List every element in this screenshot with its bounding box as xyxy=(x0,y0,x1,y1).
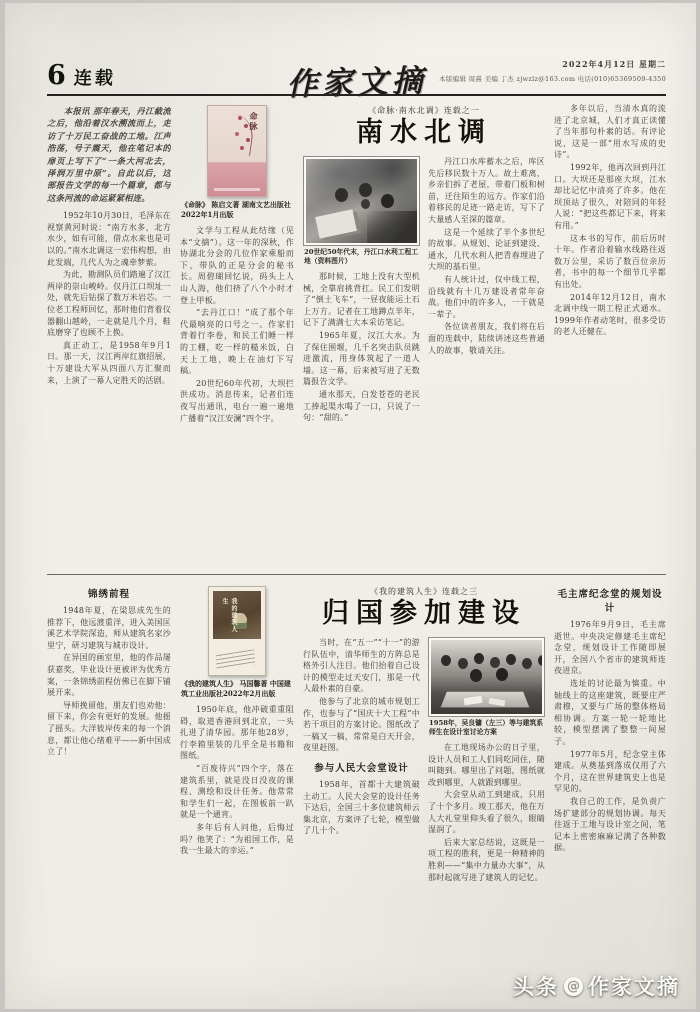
watermark-name: 作家文摘 xyxy=(588,975,680,999)
body-paragraph: 1976年9月9日，毛主席逝世。中央决定修建毛主席纪念堂，规划设计工作随即展开，全国八个省市的建筑师连夜进京。 xyxy=(554,620,666,676)
article1-col3-text xyxy=(303,271,420,424)
body-paragraph: 1948年夏，在梁思成先生的推荐下，他远渡重洋，进入美国匡溪艺术学院深造，师从建筑名家沙里宁，研习建筑与城市设计。 xyxy=(47,606,171,650)
book1-wrap xyxy=(180,105,294,197)
article2-mid-subhead: 参与人民大会堂设计 xyxy=(314,762,409,774)
newspaper-masthead: 作家文摘 xyxy=(286,63,428,103)
photo2-caption: 1958年，吴良镛（左三）等与建筑系师生在设计室讨论方案 xyxy=(429,719,544,736)
photo1-shadow xyxy=(367,211,417,243)
photo1-figure xyxy=(335,188,348,202)
body-paragraph: 真正动工，是1958年9月1日。那一天，汉江两岸红旗招展，十万建设大军从四面八方汇聚而来，上演了一幕人定胜天的活剧。 xyxy=(47,340,171,385)
article2-col1-text xyxy=(47,605,171,758)
header-rule xyxy=(47,94,666,96)
body-paragraph: 他参与了北京的城市规划工作，也参与了“国庆十大工程”中若干项目的方案讨论。图纸改了一稿又一稿，常常是白天开会，夜里赶图。 xyxy=(303,696,420,753)
book-cover-jianzhu-rensheng xyxy=(208,586,266,676)
article1-intro xyxy=(47,105,171,204)
body-paragraph: 1952年10月30日，毛泽东在视察黄河时说：“南方水多，北方水少，如有可能，借点水来也是可以的。”南水北调这一宏伟构想，由此发端，几代人为之魂牵梦萦。 xyxy=(47,211,171,267)
article2-mid-columns xyxy=(303,637,545,884)
body-paragraph: 选址的讨论最为慎重。中轴线上的这座建筑，既要庄严肃穆，又要与广场的整体格局相协调。方案一轮一轮地比较，模型摆满了整整一间屋子。 xyxy=(554,678,666,746)
article1-column-1 xyxy=(47,103,171,569)
article-divider-rule xyxy=(47,574,666,575)
toutiao-watermark xyxy=(513,971,680,1001)
article1-col5-text xyxy=(554,103,666,338)
article2-headline: 归国参加建设 xyxy=(322,598,526,629)
worksite-photo xyxy=(303,156,420,246)
article1-mid-columns xyxy=(303,156,545,425)
body-paragraph: 这本书的写作，前后历时十年。作者沿着输水线路往返数万公里，采访了数百位亲历者，书中的每一个细节几乎都有出处。 xyxy=(554,233,666,289)
photo1-document xyxy=(315,209,356,238)
page-number: 6 xyxy=(47,60,66,91)
article2-column-4 xyxy=(428,637,545,884)
article1-col4-text xyxy=(428,156,545,356)
book2-caption: 《我的建筑人生》 马国馨著 中国建筑工业出版社2022年2月出版 xyxy=(181,679,291,698)
article1-column-5 xyxy=(554,103,666,569)
book2-cover-script xyxy=(215,650,255,669)
body-paragraph: 这是一个延续了半个多世纪的故事。从规划、论证到建设、通水，几代水利人把青春埋进了大坝的基石里。 xyxy=(428,227,545,272)
book-cover-mingmai xyxy=(207,105,267,197)
photo1-figure xyxy=(381,194,394,208)
body-paragraph: 1965年夏，汉江大水。为了保住围堰，几千名突击队员跳进激流，用身体筑起了一道人墙。这一幕，后来被写进了无数篇报告文学。 xyxy=(303,330,420,387)
book2-wrap xyxy=(180,586,294,676)
body-paragraph: “百废待兴”四个字，落在建筑系里，就是没日没夜的课程、测绘和设计任务。他常常和学生们一起，在图板前一趴就是一个通宵。 xyxy=(180,763,294,820)
article2-column-2 xyxy=(180,584,294,968)
photo1-caption: 20世纪50年代末，丹江口水利工程工地（资料图片） xyxy=(304,248,419,265)
article1-kicker: 《命脉·南水北调》连载之一 xyxy=(368,106,480,115)
issue-date: 2022年4月12日 星期二 xyxy=(562,59,666,69)
body-paragraph: 1950年底，他冲破重重阻碍，取道香港回到北京，一头扎进了清华园。那年他28岁，行李箱里装的几乎全是书籍和图纸。 xyxy=(180,705,294,761)
editor-info: 本版编辑 周熹 美编 丁杰 zjwzlz@163.com 电话(010)65369509-4350 xyxy=(439,75,666,83)
body-paragraph: 文学与工程从此结缘（见本“文摘”）。这一年的深秋，作协湖北分会的几位作家乘船而下，带队的正是分会的秘书长。周碧瑚回忆说，码头上人山人海，他们挤了八个小时才登上甲板。 xyxy=(180,226,294,305)
article-guiguo xyxy=(47,584,666,968)
article2-column-3 xyxy=(303,637,420,884)
body-paragraph: 多年以后，当清水真的流进了北京城，人们才真正读懂了当年那句朴素的话。有评论说，这是一部“用水写成的史诗”。 xyxy=(554,104,666,160)
body-paragraph: 大会堂从动工到建成，只用了十个多月。竣工那天，他在万人大礼堂里仰头看了很久，眼睛湿润了。 xyxy=(428,790,545,835)
article2-column-5 xyxy=(554,584,666,968)
body-paragraph: 在异国的画室里，他的作品屡获嘉奖，毕业设计更被评为优秀方案，一条锦绣前程仿佛已在脚下铺展开来。 xyxy=(47,653,171,698)
body-paragraph: 20世纪60年代初，大坝拦洪成功。消息传来，记者们连夜写出通讯，电台一遍一遍地广播着“汉江安澜”四个字。 xyxy=(180,378,294,423)
article2-left-subhead: 锦绣前程 xyxy=(87,589,130,600)
book1-caption: 《命脉》 陈启文著 湖南文艺出版社2022年1月出版 xyxy=(181,200,291,219)
article2-kicker: 《我的建筑人生》连载之三 xyxy=(370,587,478,596)
header-right xyxy=(439,59,666,83)
body-paragraph: 1977年5月，纪念堂主体建成。从奠基到落成仅用了六个月，这在世界建筑史上也是罕见的。 xyxy=(554,749,666,794)
photo1-figure xyxy=(359,183,372,197)
article2-middle xyxy=(303,584,545,968)
article2-col5-text xyxy=(554,619,666,854)
body-paragraph: 有人统计过，仅中线工程，沿线就有十几万建设者常年奋战。他们中的许多人，一干就是一辈子。 xyxy=(428,274,545,319)
body-paragraph: 在工地现场办公的日子里，设计人员和工人们同吃同住，随叫随到。哪里出了问题，图纸就改到哪里，人就跟到哪里。 xyxy=(428,743,545,787)
group-photo-image xyxy=(431,640,542,714)
article2-col3-text-a xyxy=(303,637,420,754)
body-paragraph: 1992年，他再次回到丹江口。大坝还是那座大坝，江水却比记忆中清亮了许多。他在坝顶站了很久，对陪同的年轻人说：“把这些都记下来，将来有用。” xyxy=(554,162,666,230)
body-paragraph: 那时候，工地上没有大型机械，全靠肩挑背扛。民工们发明了“倒土飞车”，一昼夜能运土石上万方。记者在工地蹲点半年，记下了满满七大本采访笔记。 xyxy=(303,272,420,328)
book1-cover-title: 命脉 xyxy=(249,112,259,132)
body-paragraph: “去丹江口！”成了那个年代最响亮的口号之一。作家们背着行李卷，和民工们睡一样的工棚，吃一样的糙米饭，白天上工地，晚上在油灯下写稿。 xyxy=(180,308,294,376)
body-paragraph: 1958年，首都十大建筑破土动工。人民大会堂的设计任务下达后，全国三十多位建筑师云集北京，方案评了七轮，模型做了几十个。 xyxy=(303,779,420,836)
article1-col2-text xyxy=(180,225,294,424)
article2-col2-text xyxy=(180,704,294,857)
body-paragraph: 各位读者朋友，我们将在后面的连载中，陆续讲述这些普通人的故事，敬请关注。 xyxy=(428,322,545,355)
article2-col3-text-b xyxy=(303,779,420,837)
body-paragraph: 后来大家总结说，这既是一项工程的胜利，更是一种精神的胜利——“集中力量办大事”，从那时起就写进了建筑人的记忆。 xyxy=(428,837,545,882)
photo2-table xyxy=(441,692,530,707)
article1-column-4 xyxy=(428,156,545,425)
article1-column-3 xyxy=(303,156,420,425)
section-title: 连载 xyxy=(72,68,117,89)
at-icon: @ xyxy=(564,977,583,996)
book1-publisher-strip xyxy=(214,188,260,191)
group-photo xyxy=(428,637,545,717)
photo2-figures xyxy=(441,655,451,666)
newspaper-page xyxy=(5,3,696,1009)
body-paragraph: 为此，勘测队员们踏遍了汉江两岸的崇山峻岭。仅丹江口坝址一处，就先后钻探了数万米岩芯。一位老工程师回忆，那时他们背着仪器翻山越岭，一走就是几个月，鞋底磨穿了也顾不上换。 xyxy=(47,270,171,338)
book2-cover-title: 我的建筑人生 xyxy=(221,598,237,633)
intro-text: 本报讯 那年春天，丹江截流之后，他沿着汉水溯流而上，走访了十万民工奋战的工地。江声浩荡，号子震天，他在笔记本的扉页上写下了“一条大河北去，泽润万里中原”。自此以后，这部报告文学的每一个篇章，都与这条河流的命运紧紧相连。 xyxy=(47,106,171,203)
body-paragraph: 通水那天，白发苍苍的老民工捧起渠水喝了一口，只说了一句：“甜的。” xyxy=(303,389,420,423)
article2-col4-text xyxy=(428,742,545,883)
page-header xyxy=(47,57,666,103)
article-nanshuibeidiao xyxy=(47,103,666,569)
body-paragraph: 2014年12月12日，南水北调中线一期工程正式通水。1999年作者动笔时，很多受访的老人还健在。 xyxy=(554,292,666,337)
article1-column-2 xyxy=(180,103,294,569)
article1-middle xyxy=(303,103,545,569)
watermark-prefix: 头条 xyxy=(513,975,559,999)
article2-column-1 xyxy=(47,584,171,968)
article1-col1-text xyxy=(47,210,171,386)
body-paragraph: 当时，在“五一”“十一”的游行队伍中，清华师生的方阵总是格外引人注目。他们抬着自己设计的模型走过天安门，那是一代人最朴素的自豪。 xyxy=(303,638,420,694)
body-paragraph: 导师挽留他，朋友们也劝他：留下来，你会有更好的发展。他摇了摇头。大洋彼岸传来的每一个消息，都让他心绪难平——新中国成立了！ xyxy=(47,700,171,757)
body-paragraph: 我自己的工作，是负责广场扩建部分的规划协调。每天往返于工地与设计室之间，笔记本上密密麻麻记满了各种数据。 xyxy=(554,796,666,853)
cover-bloom-art xyxy=(238,116,242,120)
worksite-photo-image xyxy=(306,159,417,243)
article2-right-subhead: 毛主席纪念堂的规划设计 xyxy=(557,589,663,614)
body-paragraph: 丹江口水库蓄水之后，库区先后移民数十万人。故土难离，乡亲们拆了老屋，带着门板和树苗，迁往陌生的远方。作家们沿着移民的足迹一路走访，写下了大量感人至深的篇章。 xyxy=(428,157,545,224)
body-paragraph: 多年后有人问他，后悔过吗？他笑了：“为祖国工作，是我一生最大的幸运。” xyxy=(180,822,294,856)
article1-headline: 南水北调 xyxy=(356,117,492,148)
book2-cover-photo xyxy=(213,591,261,639)
